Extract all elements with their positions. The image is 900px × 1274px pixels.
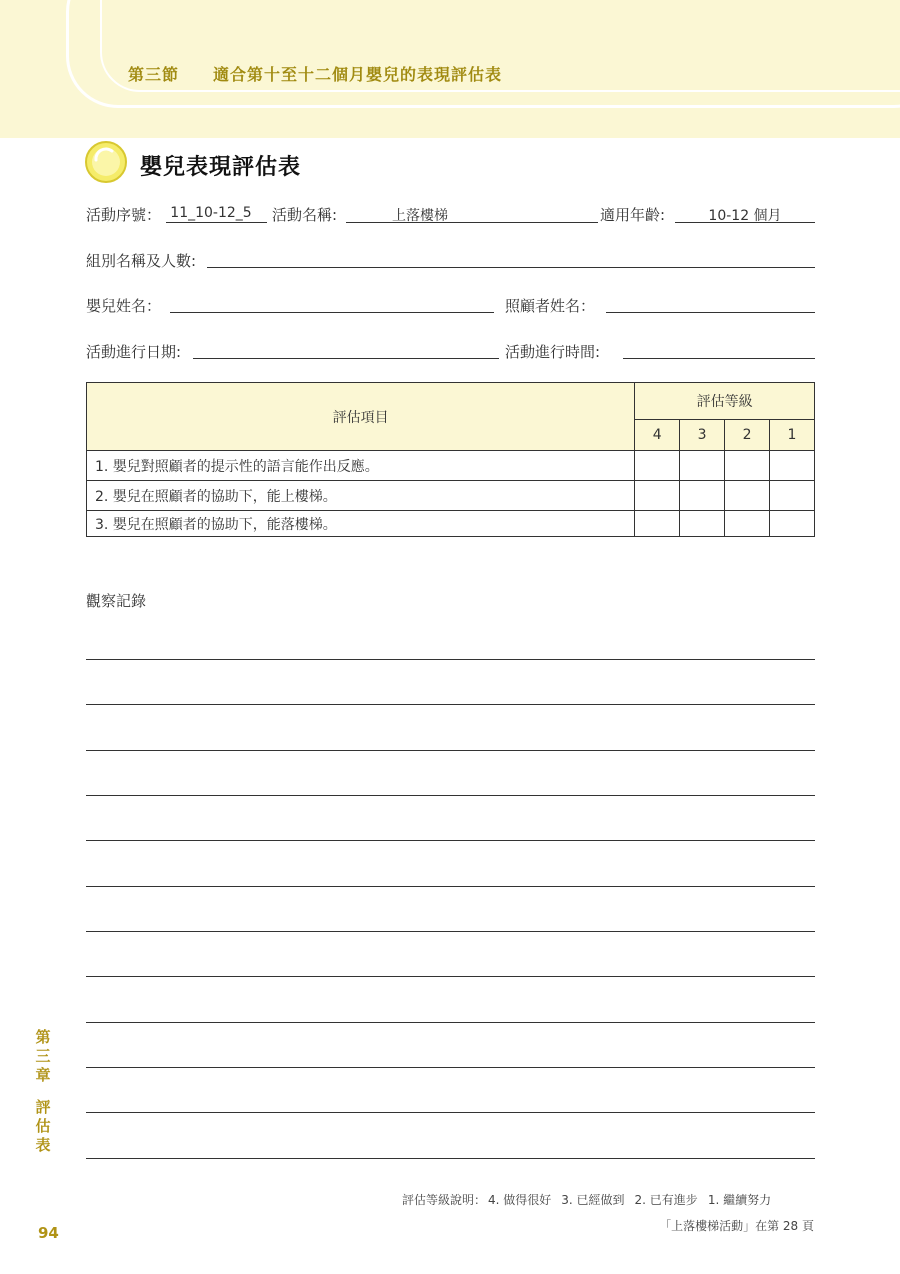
legend-item: 2. 已有進步 xyxy=(634,1193,698,1207)
legend-label: 評估等級說明： xyxy=(402,1193,487,1207)
page-reference: 「上落樓梯活動」在第 28 頁 xyxy=(659,1219,814,1233)
date-field-line[interactable] xyxy=(193,358,499,359)
sidebar-topic: 評估表 xyxy=(35,1098,51,1154)
grade-header: 評估等級 xyxy=(635,383,815,420)
date-label: 活動進行日期: xyxy=(86,343,182,361)
serial-label: 活動序號： xyxy=(86,206,162,224)
observation-line[interactable] xyxy=(86,976,815,977)
grade-cell[interactable] xyxy=(680,511,725,537)
serial-field-line[interactable] xyxy=(166,222,267,223)
page-number: 94 xyxy=(38,1224,59,1242)
grade-3-header: 3 xyxy=(680,420,725,451)
legend-item: 4. 做得很好 xyxy=(488,1193,552,1207)
age-value: 10-12 個月 xyxy=(708,208,782,224)
table-row xyxy=(87,451,815,481)
sidebar-chapter: 第三章 xyxy=(35,1028,51,1084)
observation-title: 觀察記錄 xyxy=(86,592,147,610)
observation-line[interactable] xyxy=(86,1067,815,1068)
grade-cell[interactable] xyxy=(680,451,725,481)
grade-cell[interactable] xyxy=(725,481,770,511)
legend-item: 3. 已經做到 xyxy=(561,1193,625,1207)
grade-cell[interactable] xyxy=(770,451,815,481)
carer-name-field-line[interactable] xyxy=(606,312,815,313)
grade-cell[interactable] xyxy=(635,481,680,511)
section-heading xyxy=(128,62,502,85)
table-row xyxy=(87,511,815,537)
grade-2-header: 2 xyxy=(725,420,770,451)
grade-cell[interactable] xyxy=(635,451,680,481)
serial-value: 11_10-12_5 xyxy=(170,205,252,221)
grade-1-header: 1 xyxy=(770,420,815,451)
observation-line[interactable] xyxy=(86,704,815,705)
grade-4-header: 4 xyxy=(635,420,680,451)
carer-name-label: 照顧者姓名： xyxy=(505,297,596,315)
baby-name-label: 嬰兒姓名： xyxy=(86,297,162,315)
observation-line[interactable] xyxy=(86,750,815,751)
observation-line[interactable] xyxy=(86,1112,815,1113)
page-title: 嬰兒表現評估表 xyxy=(140,155,302,180)
legend-item: 1. 繼續努力 xyxy=(707,1193,772,1207)
observation-line[interactable] xyxy=(86,840,815,841)
group-field-line[interactable] xyxy=(207,267,815,268)
activity-label: 活動名稱: xyxy=(272,206,338,224)
grade-cell[interactable] xyxy=(680,481,725,511)
section-title: 適合第十至十二個月嬰兒的表現評估表 xyxy=(213,65,503,84)
observation-line[interactable] xyxy=(86,886,815,887)
observation-line[interactable] xyxy=(86,1022,815,1023)
item-text: 2. 嬰兒在照顧者的協助下，能上樓梯。 xyxy=(87,481,635,511)
time-field-line[interactable] xyxy=(623,358,815,359)
group-label: 組別名稱及人數: xyxy=(86,252,197,270)
observation-line[interactable] xyxy=(86,659,815,660)
circle-bullet-icon xyxy=(84,140,128,184)
item-text: 3. 嬰兒在照顧者的協助下，能落樓梯。 xyxy=(87,511,635,537)
activity-value: 上落樓梯 xyxy=(392,208,448,224)
grade-cell[interactable] xyxy=(770,511,815,537)
grade-cell[interactable] xyxy=(770,481,815,511)
grade-legend xyxy=(402,1191,771,1208)
grade-cell[interactable] xyxy=(635,511,680,537)
grade-cell[interactable] xyxy=(725,511,770,537)
observation-line[interactable] xyxy=(86,1158,815,1159)
observation-line[interactable] xyxy=(86,795,815,796)
observation-line[interactable] xyxy=(86,931,815,932)
grade-cell[interactable] xyxy=(725,451,770,481)
time-label: 活動進行時間: xyxy=(505,343,601,361)
item-text: 1. 嬰兒對照顧者的提示性的語言能作出反應。 xyxy=(87,451,635,481)
assessment-table xyxy=(86,382,815,537)
table-row xyxy=(87,481,815,511)
section-label: 第三節 xyxy=(128,65,180,84)
item-header: 評估項目 xyxy=(87,383,635,451)
age-label: 適用年齡: xyxy=(600,206,666,224)
baby-name-field-line[interactable] xyxy=(170,312,494,313)
